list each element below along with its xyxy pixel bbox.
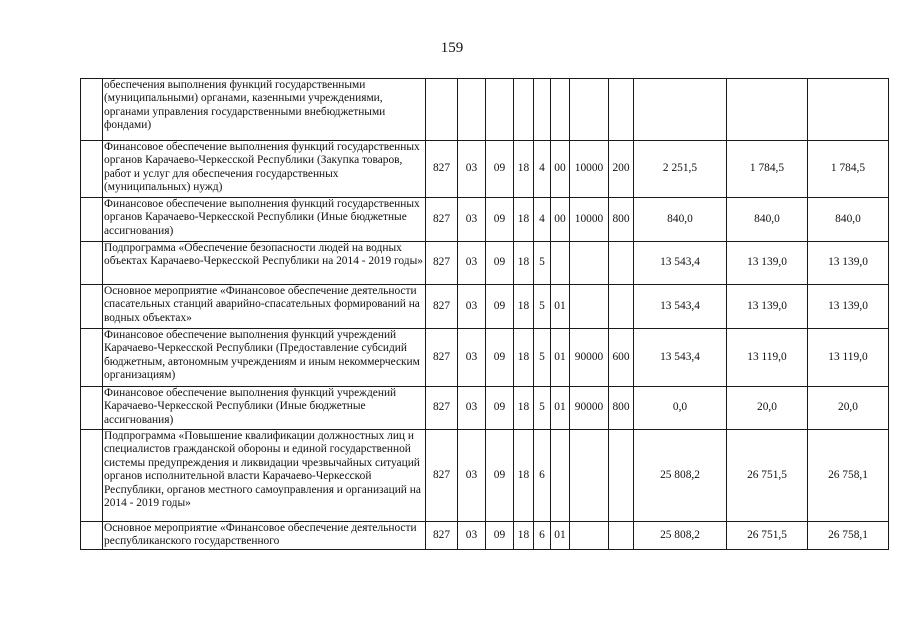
subprogram-code-cell: 4 (534, 141, 551, 198)
expense-type-code-cell (609, 522, 634, 550)
event-code-cell: 01 (551, 387, 570, 430)
subsection-code-cell: 09 (486, 387, 514, 430)
item-name-cell: Финансовое обеспечение выполнения функций учреждений Карачаево-Черкесской Республики (Иные бюджетные ассигнования) (103, 387, 426, 430)
section-code-cell: 03 (458, 387, 486, 430)
indent-cell (81, 387, 103, 430)
amount-2017-cell: 13 543,4 (634, 329, 727, 387)
admin-code-cell: 827 (426, 198, 458, 242)
subprogram-code-cell: 5 (534, 285, 551, 329)
expense-type-code-cell (609, 242, 634, 285)
subsection-code-cell: 09 (486, 242, 514, 285)
event-code-cell: 00 (551, 198, 570, 242)
table-row (81, 387, 889, 430)
indent-cell (81, 522, 103, 550)
program-code-cell (514, 79, 534, 141)
indent-cell (81, 198, 103, 242)
section-code-cell: 03 (458, 141, 486, 198)
direction-code-cell (570, 522, 609, 550)
amount-2019-cell: 20,0 (808, 387, 889, 430)
amount-2018-cell: 1 784,5 (727, 141, 808, 198)
table-row (81, 141, 889, 198)
amount-2018-cell: 13 139,0 (727, 285, 808, 329)
amount-2019-cell: 13 139,0 (808, 242, 889, 285)
admin-code-cell: 827 (426, 141, 458, 198)
amount-2019-cell: 26 758,1 (808, 430, 889, 522)
direction-code-cell (570, 285, 609, 329)
event-code-cell: 01 (551, 522, 570, 550)
direction-code-cell (570, 430, 609, 522)
program-code-cell: 18 (514, 387, 534, 430)
amount-2019-cell: 13 139,0 (808, 285, 889, 329)
indent-cell (81, 242, 103, 285)
item-name-cell: Подпрограмма «Повышение квалификации должностных лиц и специалистов гражданской обороны и единой государственной системы предупреждения и ликвидации чрезвычайных ситуаций органов исполнительной власти Карачаево-Черкесской Республики, органов местного самоуправления и организаций на 2014 - 2019 годы» (103, 430, 426, 522)
expense-type-code-cell: 200 (609, 141, 634, 198)
item-name-cell: обеспечения выполнения функций государственными (муниципальными) органами, казенными учреждениями, органами управления государственными внебюджетными фондами) (103, 79, 426, 141)
direction-code-cell (570, 242, 609, 285)
table-row (81, 79, 889, 141)
direction-code-cell: 90000 (570, 329, 609, 387)
event-code-cell: 01 (551, 329, 570, 387)
program-code-cell: 18 (514, 430, 534, 522)
subsection-code-cell (486, 79, 514, 141)
budget-table (80, 78, 889, 550)
amount-2019-cell: 26 758,1 (808, 522, 889, 550)
amount-2017-cell: 13 543,4 (634, 285, 727, 329)
item-name-cell: Финансовое обеспечение выполнения функций государственных органов Карачаево-Черкесской Республики (Иные бюджетные ассигнования) (103, 198, 426, 242)
subprogram-code-cell (534, 79, 551, 141)
event-code-cell (551, 242, 570, 285)
amount-2018-cell: 20,0 (727, 387, 808, 430)
table-row (81, 285, 889, 329)
admin-code-cell: 827 (426, 329, 458, 387)
amount-2018-cell: 13 119,0 (727, 329, 808, 387)
program-code-cell: 18 (514, 285, 534, 329)
page-number: 159 (440, 40, 464, 56)
direction-code-cell (570, 79, 609, 141)
table-row (81, 198, 889, 242)
admin-code-cell: 827 (426, 430, 458, 522)
amount-2019-cell: 13 119,0 (808, 329, 889, 387)
event-code-cell: 01 (551, 285, 570, 329)
amount-2017-cell: 25 808,2 (634, 430, 727, 522)
section-code-cell: 03 (458, 198, 486, 242)
subsection-code-cell: 09 (486, 285, 514, 329)
indent-cell (81, 329, 103, 387)
item-name-cell: Основное мероприятие «Финансовое обеспечение деятельности спасательных станций аварийно-спасательных формирований на водных объектах» (103, 285, 426, 329)
section-code-cell: 03 (458, 430, 486, 522)
direction-code-cell: 90000 (570, 387, 609, 430)
subprogram-code-cell: 5 (534, 329, 551, 387)
subsection-code-cell: 09 (486, 430, 514, 522)
admin-code-cell: 827 (426, 285, 458, 329)
amount-2018-cell (727, 79, 808, 141)
program-code-cell: 18 (514, 522, 534, 550)
amount-2017-cell: 0,0 (634, 387, 727, 430)
section-code-cell: 03 (458, 329, 486, 387)
amount-2019-cell: 840,0 (808, 198, 889, 242)
item-name-cell: Основное мероприятие «Финансовое обеспечение деятельности республиканского государственного (103, 522, 426, 550)
expense-type-code-cell: 800 (609, 198, 634, 242)
expense-type-code-cell (609, 285, 634, 329)
admin-code-cell (426, 79, 458, 141)
subprogram-code-cell: 5 (534, 242, 551, 285)
expense-type-code-cell (609, 430, 634, 522)
amount-2018-cell: 26 751,5 (727, 430, 808, 522)
indent-cell (81, 79, 103, 141)
indent-cell (81, 430, 103, 522)
table-row (81, 329, 889, 387)
expense-type-code-cell (609, 79, 634, 141)
section-code-cell: 03 (458, 285, 486, 329)
admin-code-cell: 827 (426, 522, 458, 550)
event-code-cell (551, 430, 570, 522)
item-name-cell: Подпрограмма «Обеспечение безопасности людей на водных объектах Карачаево-Черкесской Республики на 2014 - 2019 годы» (103, 242, 426, 285)
table-row (81, 242, 889, 285)
direction-code-cell: 10000 (570, 198, 609, 242)
subsection-code-cell: 09 (486, 198, 514, 242)
direction-code-cell: 10000 (570, 141, 609, 198)
program-code-cell: 18 (514, 198, 534, 242)
subprogram-code-cell: 6 (534, 522, 551, 550)
indent-cell (81, 285, 103, 329)
amount-2017-cell (634, 79, 727, 141)
amount-2018-cell: 840,0 (727, 198, 808, 242)
amount-2018-cell: 13 139,0 (727, 242, 808, 285)
amount-2019-cell (808, 79, 889, 141)
subsection-code-cell: 09 (486, 522, 514, 550)
program-code-cell: 18 (514, 141, 534, 198)
expense-type-code-cell: 600 (609, 329, 634, 387)
subsection-code-cell: 09 (486, 141, 514, 198)
amount-2017-cell: 13 543,4 (634, 242, 727, 285)
event-code-cell (551, 79, 570, 141)
amount-2017-cell: 25 808,2 (634, 522, 727, 550)
program-code-cell: 18 (514, 329, 534, 387)
expense-type-code-cell: 800 (609, 387, 634, 430)
table-row (81, 430, 889, 522)
amount-2018-cell: 26 751,5 (727, 522, 808, 550)
subprogram-code-cell: 4 (534, 198, 551, 242)
subprogram-code-cell: 6 (534, 430, 551, 522)
table-row (81, 522, 889, 550)
amount-2019-cell: 1 784,5 (808, 141, 889, 198)
section-code-cell: 03 (458, 522, 486, 550)
admin-code-cell: 827 (426, 387, 458, 430)
item-name-cell: Финансовое обеспечение выполнения функций государственных органов Карачаево-Черкесской Республики (Закупка товаров, работ и услуг для обеспечения государственных (муниципальных) нужд) (103, 141, 426, 198)
section-code-cell (458, 79, 486, 141)
section-code-cell: 03 (458, 242, 486, 285)
subsection-code-cell: 09 (486, 329, 514, 387)
amount-2017-cell: 840,0 (634, 198, 727, 242)
event-code-cell: 00 (551, 141, 570, 198)
indent-cell (81, 141, 103, 198)
program-code-cell: 18 (514, 242, 534, 285)
amount-2017-cell: 2 251,5 (634, 141, 727, 198)
item-name-cell: Финансовое обеспечение выполнения функций учреждений Карачаево-Черкесской Республики (Предоставление субсидий бюджетным, автономным учреждениям и иным некоммерческим организациям) (103, 329, 426, 387)
admin-code-cell: 827 (426, 242, 458, 285)
subprogram-code-cell: 5 (534, 387, 551, 430)
